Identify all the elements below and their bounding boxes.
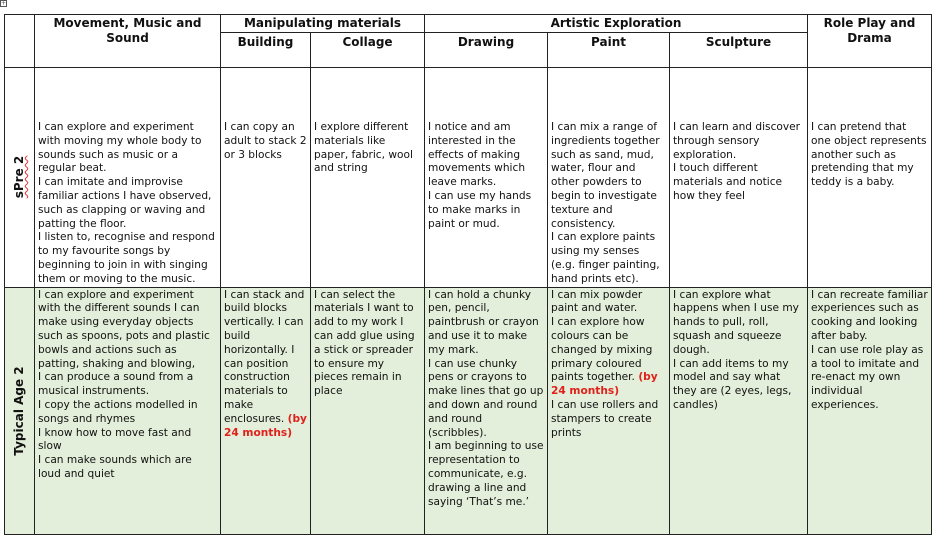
list-item: I know how to move fast and slow: [38, 426, 192, 453]
list-item: I can mix a range of ingredients together such as sand, mud, water, flour and other powders to begin to investigate texture and consistency.: [551, 121, 660, 230]
table-row: [5, 68, 932, 288]
list-item: I can recreate familiar experiences such as cooking and looking after baby.: [811, 288, 928, 342]
list-item: I touch different materials and notice how they feel: [673, 162, 783, 202]
header-row: [5, 15, 932, 33]
list-item: I can use chunky pens or crayons to make lines that go up and down and round and round (scribbles).: [428, 357, 544, 439]
list-item: I notice and am interested in the effects of making movements which leave marks.: [428, 121, 526, 189]
table-move-handle-icon[interactable]: +: [1, 0, 7, 7]
manipulating-header: Manipulating materials: [221, 15, 425, 33]
list-item: I can use role play as a tool to imitate and re-enact my own individual experiences.: [811, 343, 924, 411]
list-item: I can explore and experiment with moving my whole body to sounds such as music or a regular beat.: [38, 121, 202, 175]
list-item: I can add items to my model and say what they are (2 eyes, legs, candles): [673, 357, 792, 411]
corner-cell: [5, 15, 35, 68]
pre-movement-cell: [35, 68, 221, 288]
list-item: I can use rollers and stampers to create prints: [551, 398, 659, 439]
list-item: I can make sounds which are loud and quiet: [38, 454, 192, 480]
age-note: (by 24 months): [551, 371, 658, 398]
pre-collage-cell: [311, 68, 425, 288]
list-item: I can explore and experiment with the different sounds I can make using everyday objects such as spoons, pots and plastic bowls and actions such as patting, shaking and blowing,: [38, 288, 210, 370]
pre-drawing-cell: [425, 68, 548, 288]
movement-header: Movement, Music and Sound: [35, 15, 221, 68]
row-label-pre2: [5, 68, 35, 288]
pre-roleplay-cell: [808, 68, 932, 288]
list-item: I can use my hands to make marks in paint or mud.: [428, 189, 532, 230]
age-note: (by 24 months): [224, 412, 307, 439]
building-header: Building: [221, 33, 311, 68]
typical-collage-cell: [311, 287, 425, 534]
sculpture-header: Sculpture: [670, 33, 808, 68]
list-item: I listen to, recognise and respond to my favourite songs by beginning to join in with singing them or moving to the music.: [38, 231, 215, 285]
typical-roleplay-cell: [808, 287, 932, 534]
typical-movement-cell: [35, 287, 221, 534]
list-item: I can explore what happens when I use my hands to pull, roll, squash and squeeze dough.: [673, 288, 799, 356]
curriculum-table: [4, 14, 932, 535]
pre-sculpture-cell: [670, 68, 808, 288]
drawing-header: Drawing: [425, 33, 548, 68]
list-item: I can imitate and improvise familiar actions I have observed, such as clapping or waving and patting the floor.: [38, 176, 212, 230]
row-label-text: Typical Age 2: [11, 365, 26, 456]
list-item: I explore different materials like paper, fabric, wool and string: [314, 121, 413, 175]
pre-paint-cell: [548, 68, 670, 288]
typical-building-cell: [221, 287, 311, 534]
list-item: I can hold a chunky pen, pencil, paintbrush or crayon and use it to make my mark.: [428, 288, 539, 356]
paint-mixing-text: I can explore how colours can be changed by mixing primary coloured paints together.: [551, 316, 653, 384]
pre-building-cell: [221, 68, 311, 288]
list-item: I am beginning to use representation to communicate, e.g. drawing a line and saying ‘That’s me.’: [428, 440, 544, 508]
paint-header: Paint: [548, 33, 670, 68]
table-row: [5, 287, 932, 534]
typical-paint-cell: [548, 287, 670, 534]
roleplay-header: Role Play and Drama: [808, 15, 932, 68]
row-label-typical-age-2: [5, 287, 35, 534]
list-item: I can copy an adult to stack 2 or 3 blocks: [224, 121, 307, 161]
typical-drawing-cell: [425, 287, 548, 534]
artistic-header: Artistic Exploration: [425, 15, 808, 33]
list-item: I can produce a sound from a musical instruments.: [38, 371, 194, 398]
collage-header: Collage: [311, 33, 425, 68]
list-item: I can explore paints using my senses (e.g. finger painting, hand prints etc).: [551, 231, 660, 285]
list-item: I can mix powder paint and water.: [551, 288, 643, 315]
list-item: I copy the actions modelled in songs and rhymes: [38, 398, 198, 425]
typical-sculpture-cell: [670, 287, 808, 534]
row-label-text: sPre 2: [11, 156, 26, 199]
list-item: I can select the materials I want to add to my work I can add glue using a stick or spreader to ensure my pieces remain in place: [314, 288, 415, 398]
list-item: I can learn and discover through sensory exploration.: [673, 121, 801, 161]
list-item: I can pretend that one object represents another such as pretending that my teddy is a baby.: [811, 121, 927, 189]
list-item: [551, 316, 666, 399]
list-item: I can stack and build blocks vertically. I can build horizontally. I can position construction materials to make enclosures.: [224, 288, 305, 425]
